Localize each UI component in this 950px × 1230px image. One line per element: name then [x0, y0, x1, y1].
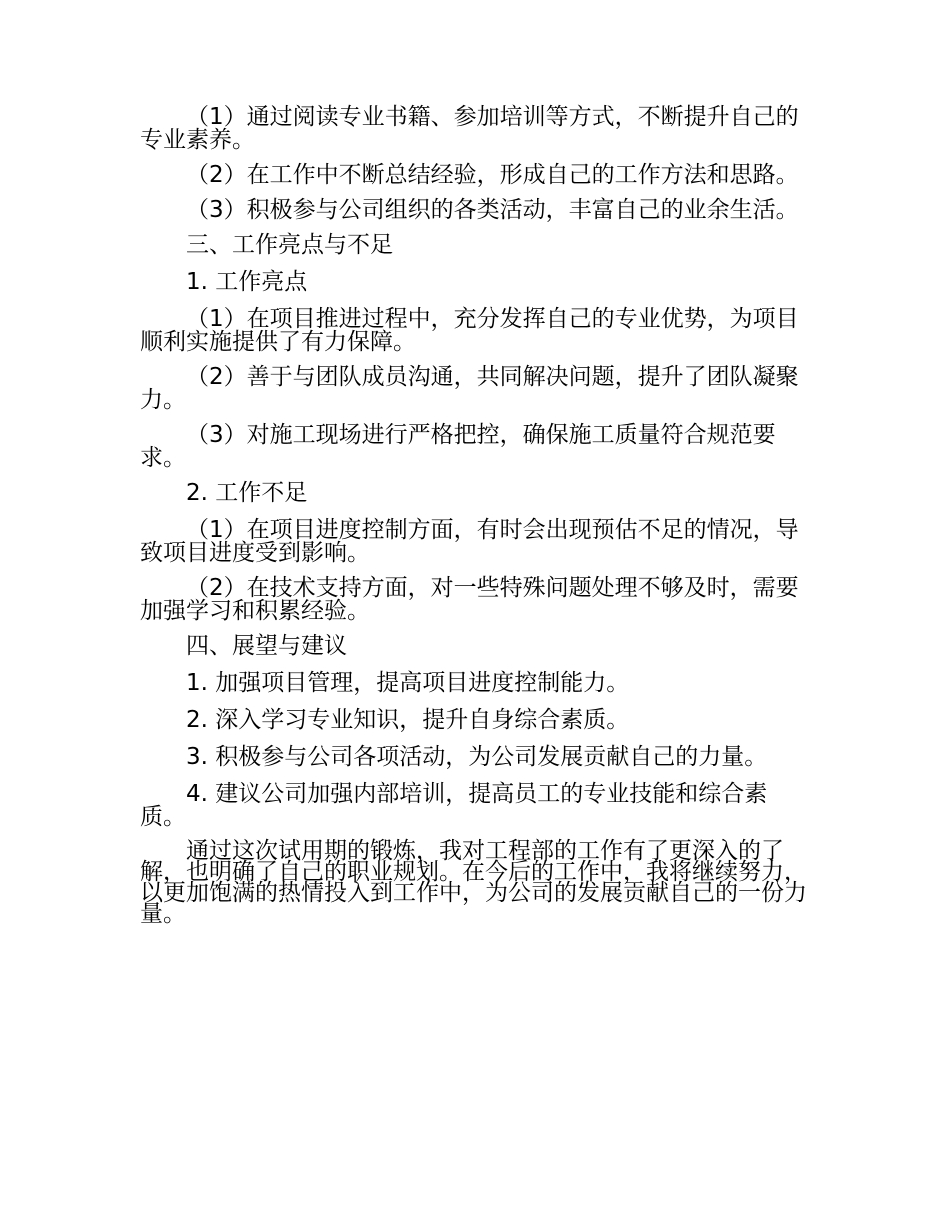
section-heading-highlights: 三、工作亮点与不足 [186, 232, 393, 258]
paragraph-highlight-2: （2）善于与团队成员沟通，共同解决问题，提升了团队凝聚力。 [140, 364, 799, 413]
paragraph-improve-2: （2）在工作中不断总结经验，形成自己的工作方法和思路。 [186, 162, 799, 188]
closing-paragraph: 通过这次试用期的锻炼，我对工程部的工作有了更深入的了解，也明确了自己的职业规划。在今后的工作中，我将继续努力，以更加饱满的热情投入到工作中，为公司的发展贡献自己的一份力量。 [140, 838, 807, 927]
section-heading-outlook: 四、展望与建议 [186, 633, 347, 659]
paragraph-highlight-1: （1）在项目推进过程中，充分发挥自己的专业优势，为项目顺利实施提供了有力保障。 [140, 306, 799, 355]
subheading-shortcomings: 2. 工作不足 [186, 480, 308, 506]
suggestion-3: 3. 积极参与公司各项活动，为公司发展贡献自己的力量。 [186, 744, 768, 770]
paragraph-shortcoming-2: （2）在技术支持方面，对一些特殊问题处理不够及时，需要加强学习和积累经验。 [140, 575, 799, 624]
suggestion-1: 1. 加强项目管理，提高项目进度控制能力。 [186, 670, 630, 696]
document-page [140, 106, 812, 937]
subheading-highlights: 1. 工作亮点 [186, 269, 308, 295]
suggestion-4: 4. 建议公司加强内部培训，提高员工的专业技能和综合素质。 [140, 781, 768, 830]
suggestion-2: 2. 深入学习专业知识，提升自身综合素质。 [186, 707, 630, 733]
paragraph-improve-3: （3）积极参与公司组织的各类活动，丰富自己的业余生活。 [186, 197, 799, 223]
paragraph-highlight-3: （3）对施工现场进行严格把控，确保施工质量符合规范要求。 [140, 422, 776, 471]
paragraph-improve-1: （1）通过阅读专业书籍、参加培训等方式，不断提升自己的专业素养。 [140, 104, 799, 153]
paragraph-shortcoming-1: （1）在项目进度控制方面，有时会出现预估不足的情况，导致项目进度受到影响。 [140, 517, 799, 566]
